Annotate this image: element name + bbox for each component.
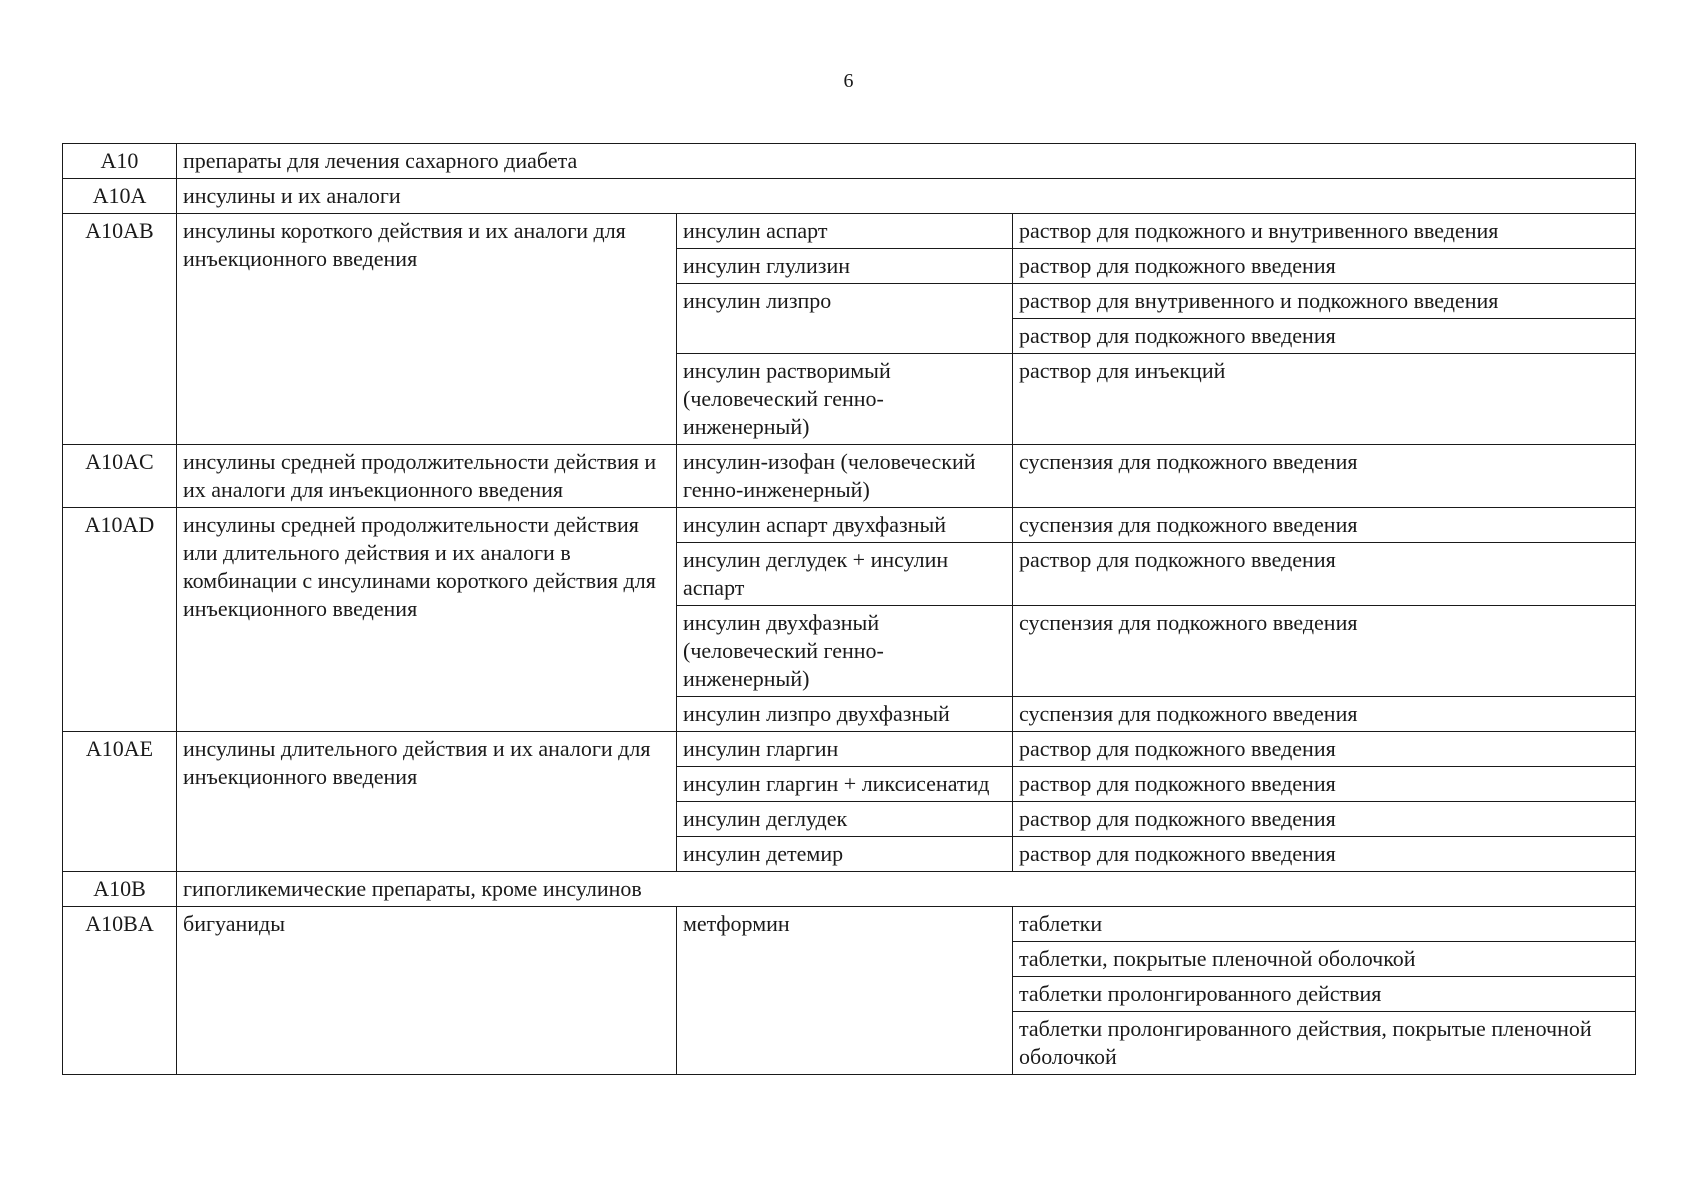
- drug-name: инсулин-изофан (человеческий генно-инженерный): [677, 445, 1013, 508]
- dosage-form: таблетки: [1013, 907, 1636, 942]
- table-row: [63, 214, 1636, 249]
- dosage-form: раствор для инъекций: [1013, 354, 1636, 445]
- dosage-form: таблетки пролонгированного действия, покрытые пленочной оболочкой: [1013, 1012, 1636, 1075]
- dosage-form: таблетки, покрытые пленочной оболочкой: [1013, 942, 1636, 977]
- dosage-form: раствор для внутривенного и подкожного введения: [1013, 284, 1636, 319]
- atc-code: A10AC: [63, 445, 177, 508]
- atc-code: A10BA: [63, 907, 177, 1075]
- atc-code: A10A: [63, 179, 177, 214]
- drug-name: инсулин лизпро: [677, 284, 1013, 354]
- table-row: [63, 445, 1636, 508]
- table-row: [63, 907, 1636, 942]
- drug-name: инсулин аспарт: [677, 214, 1013, 249]
- atc-code: A10AE: [63, 732, 177, 872]
- table-row: [63, 872, 1636, 907]
- table-row: [63, 179, 1636, 214]
- dosage-form: раствор для подкожного введения: [1013, 767, 1636, 802]
- group-description: инсулины средней продолжительности действия или длительного действия и их аналоги в комбинации с инсулинами короткого действия для инъекционного введения: [177, 508, 677, 732]
- group-description: инсулины длительного действия и их аналоги для инъекционного введения: [177, 732, 677, 872]
- drug-table: [62, 143, 1636, 1075]
- drug-name: инсулин гларгин + ликсисенатид: [677, 767, 1013, 802]
- group-description: гипогликемические препараты, кроме инсулинов: [177, 872, 1636, 907]
- group-description: инсулины и их аналоги: [177, 179, 1636, 214]
- drug-name: инсулин лизпро двухфазный: [677, 697, 1013, 732]
- dosage-form: суспензия для подкожного введения: [1013, 697, 1636, 732]
- group-description: инсулины короткого действия и их аналоги для инъекционного введения: [177, 214, 677, 445]
- drug-name: инсулин глулизин: [677, 249, 1013, 284]
- dosage-form: раствор для подкожного введения: [1013, 249, 1636, 284]
- table-row: [63, 508, 1636, 543]
- drug-name: инсулин деглудек + инсулин аспарт: [677, 543, 1013, 606]
- drug-name: инсулин аспарт двухфазный: [677, 508, 1013, 543]
- page-number: 6: [843, 70, 854, 92]
- drug-name: инсулин двухфазный (человеческий генно-инженерный): [677, 606, 1013, 697]
- dosage-form: раствор для подкожного введения: [1013, 802, 1636, 837]
- table-row: [63, 144, 1636, 179]
- drug-name: инсулин детемир: [677, 837, 1013, 872]
- group-description: бигуаниды: [177, 907, 677, 1075]
- drug-name: метформин: [677, 907, 1013, 1075]
- table-row: [63, 732, 1636, 767]
- dosage-form: таблетки пролонгированного действия: [1013, 977, 1636, 1012]
- dosage-form: раствор для подкожного введения: [1013, 837, 1636, 872]
- dosage-form: суспензия для подкожного введения: [1013, 606, 1636, 697]
- atc-code: A10AD: [63, 508, 177, 732]
- atc-code: A10AB: [63, 214, 177, 445]
- dosage-form: раствор для подкожного введения: [1013, 543, 1636, 606]
- atc-code: A10B: [63, 872, 177, 907]
- atc-code: A10: [63, 144, 177, 179]
- drug-name: инсулин растворимый (человеческий генно-инженерный): [677, 354, 1013, 445]
- group-description: инсулины средней продолжительности действия и их аналоги для инъекционного введения: [177, 445, 677, 508]
- drug-name: инсулин деглудек: [677, 802, 1013, 837]
- dosage-form: суспензия для подкожного введения: [1013, 508, 1636, 543]
- group-description: препараты для лечения сахарного диабета: [177, 144, 1636, 179]
- dosage-form: раствор для подкожного введения: [1013, 732, 1636, 767]
- dosage-form: раствор для подкожного введения: [1013, 319, 1636, 354]
- dosage-form: суспензия для подкожного введения: [1013, 445, 1636, 508]
- dosage-form: раствор для подкожного и внутривенного введения: [1013, 214, 1636, 249]
- drug-name: инсулин гларгин: [677, 732, 1013, 767]
